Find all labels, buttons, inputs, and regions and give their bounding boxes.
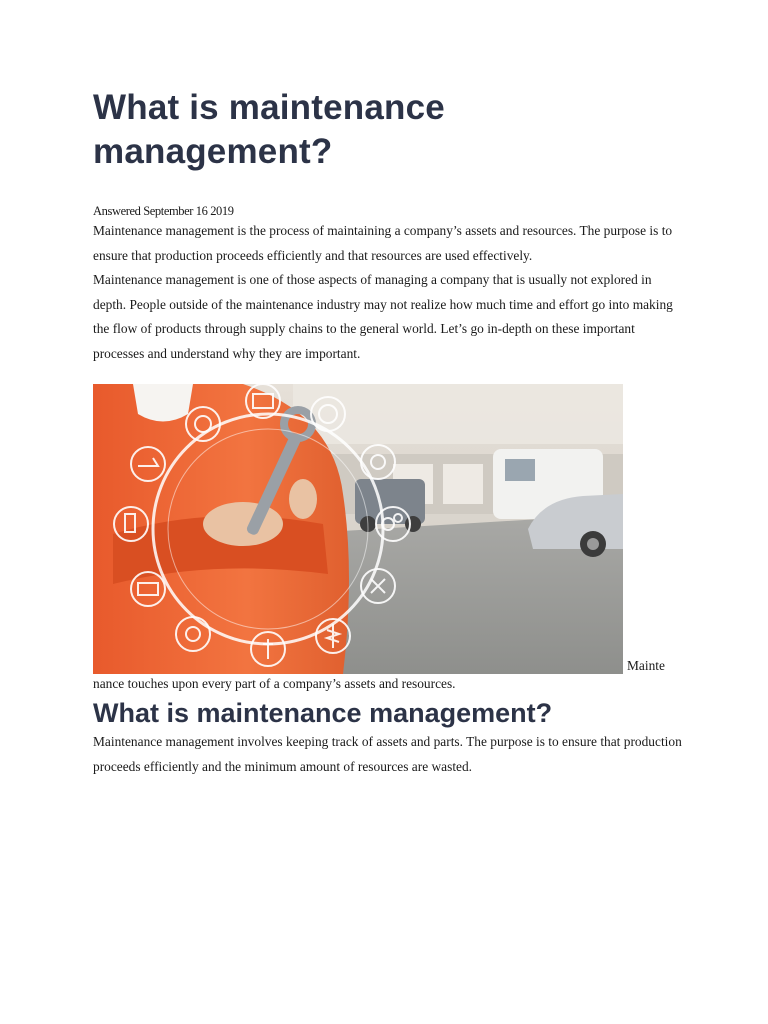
article <box>93 86 683 779</box>
mechanic-photo <box>93 384 623 674</box>
section-heading: What is maintenance management? <box>93 698 553 728</box>
intro-paragraph: Maintenance management is the process of maintaining a company’s assets and resources. The purpose is to ensure that production proceeds efficiently and that resources are used effectively. <box>93 223 673 263</box>
figure <box>93 384 683 692</box>
caption-start: Mainte <box>627 658 665 673</box>
page-title: What is maintenance management? <box>93 88 445 171</box>
section-paragraph: Maintenance management involves keeping track of assets and parts. The purpose is to ensure that production proceeds efficiently and the minimum amount of resources are wasted. <box>93 734 682 774</box>
hand-shape <box>203 502 283 546</box>
context-paragraph: Maintenance management is one of those aspects of managing a company that is usually not explored in depth. People outside of the maintenance industry may not realize how much time and effort go into making the flow of products through supply chains to the general world. Let’s go in-depth on these important processes and understand why they are important. <box>93 272 673 361</box>
caption-rest: nance touches upon every part of a company’s assets and resources. <box>93 676 456 691</box>
answered-date: Answered September 16 2019 <box>93 204 234 218</box>
